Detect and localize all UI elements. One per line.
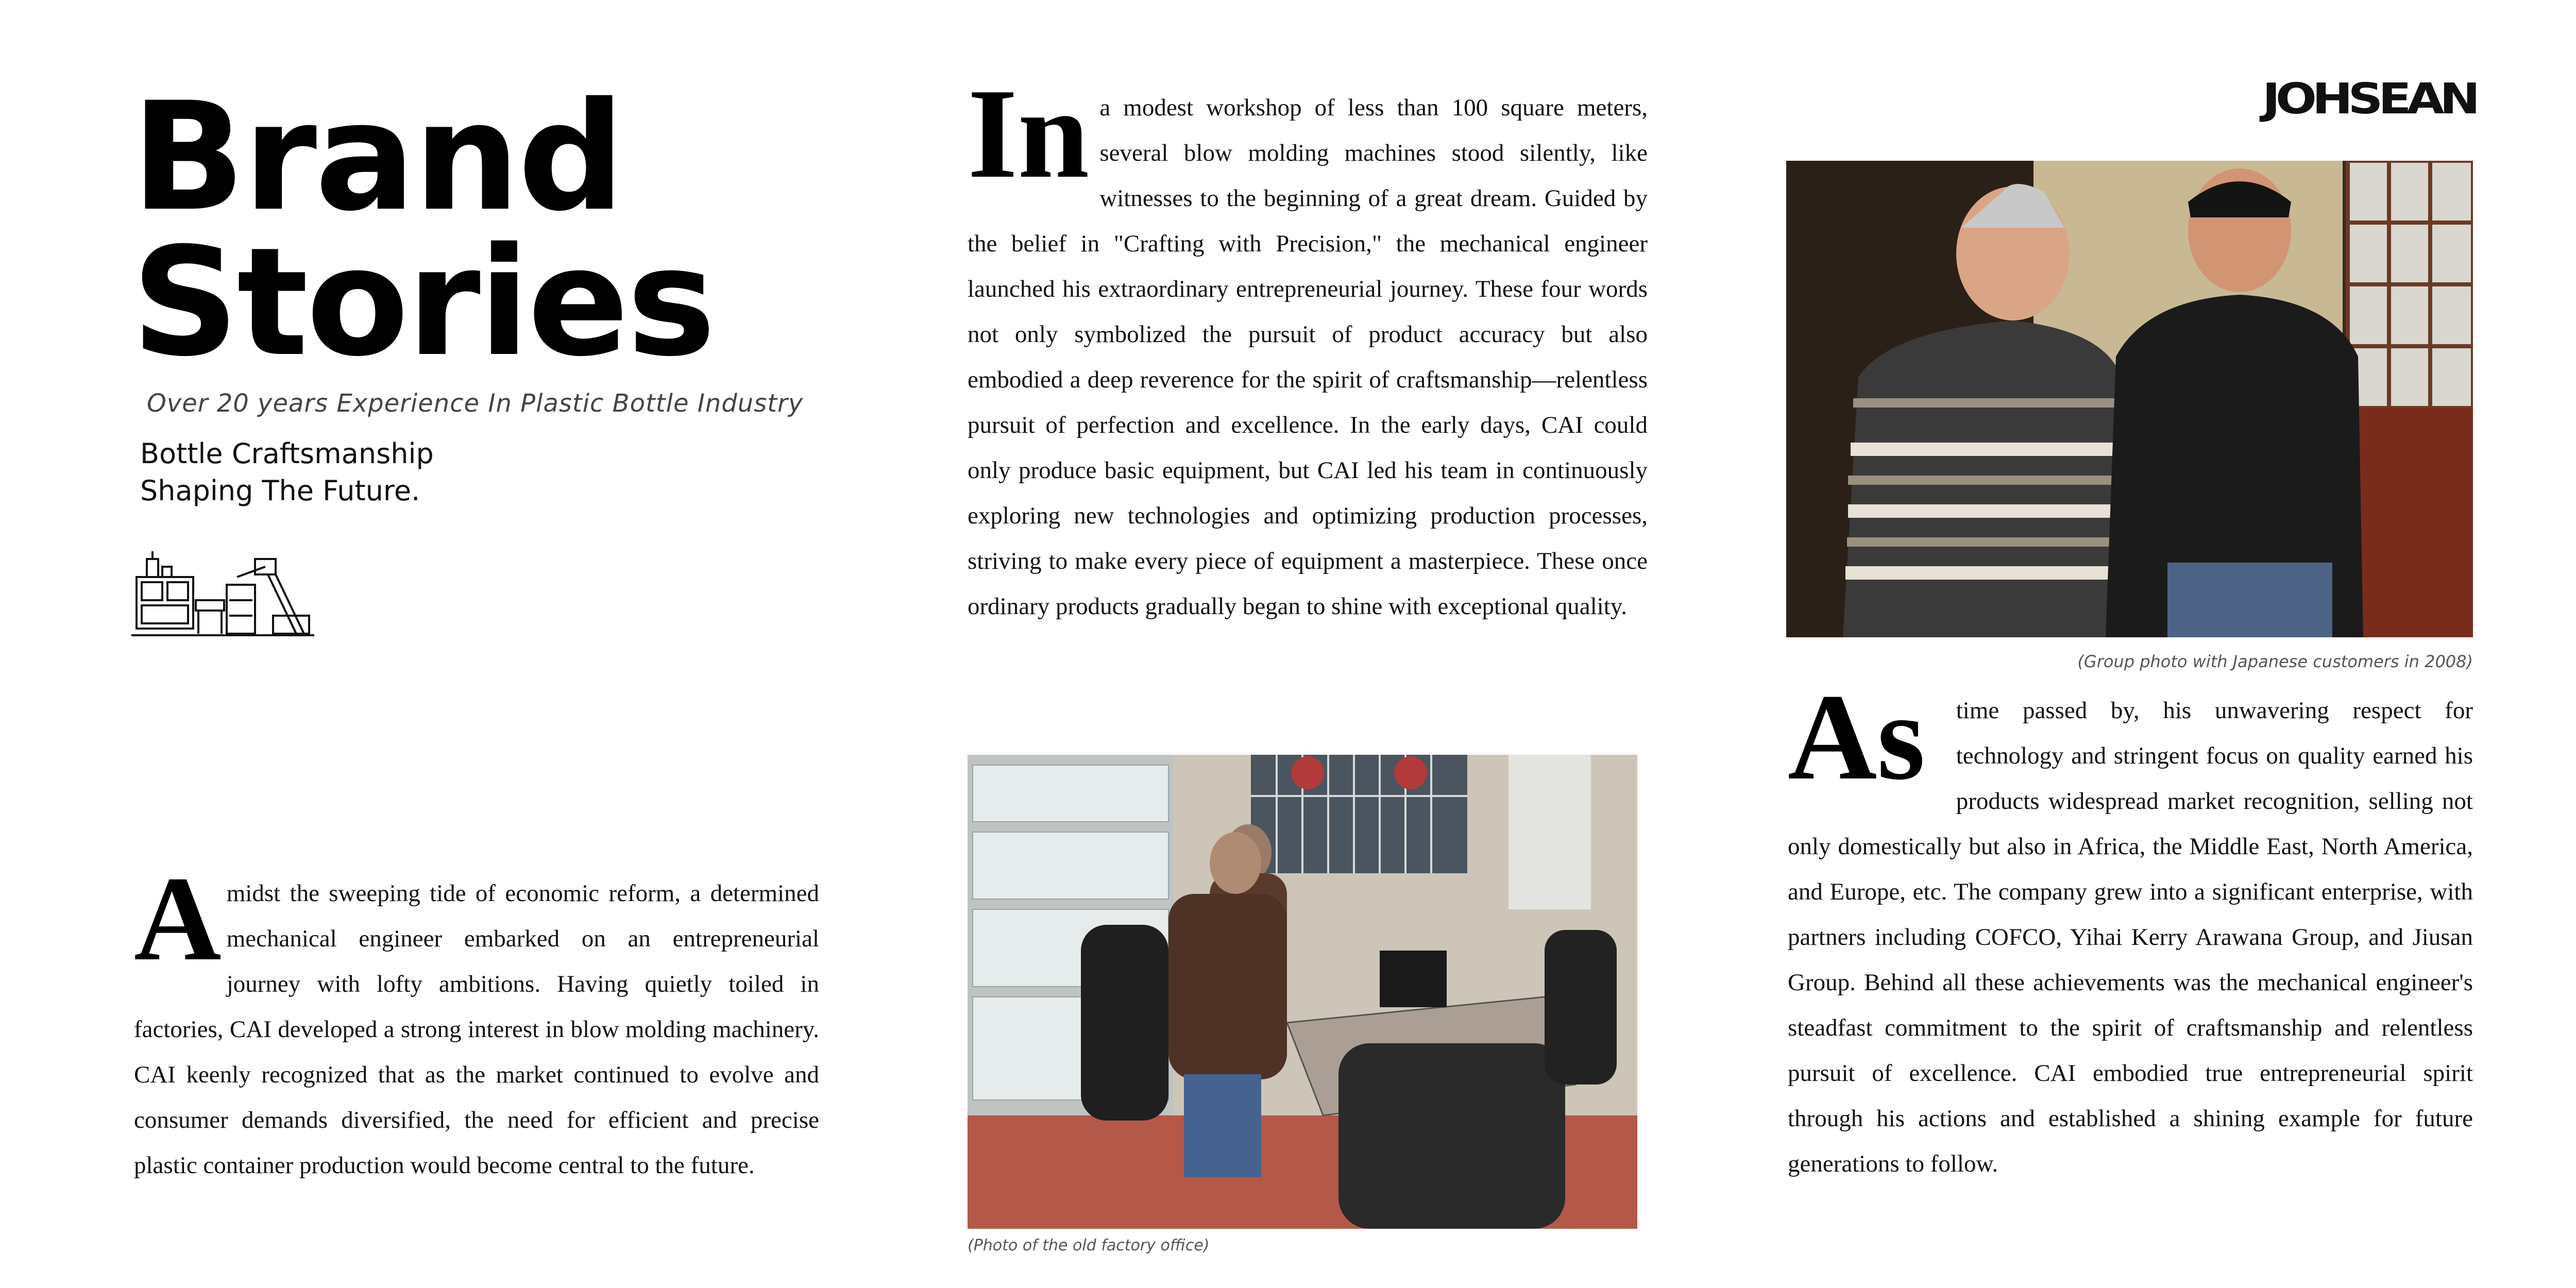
title-line-1: Brand — [131, 71, 623, 244]
group-photo-caption: (Group photo with Japanese customers in 2008) — [2077, 652, 2473, 671]
left-paragraph — [134, 852, 819, 1188]
page-title — [131, 71, 801, 389]
group-photo — [1786, 161, 2473, 637]
brand-logo: JOHSEAN — [2262, 75, 2476, 124]
brand-subtitle: Over 20 years Experience In Plastic Bottle Industry — [147, 389, 804, 418]
factory-office-photo — [968, 755, 1637, 1229]
drop-cap: As — [1788, 668, 1925, 805]
paragraph-text: time passed by, his unwavering respect for technology and stringent focus on quality earned his products widespread market recognition, selling not only domestically but also in Africa, the Middle East, North America, and Europe, etc. The company grew into a significant enterprise, with partners including COFCO, Yihai Kerry Arawana Group, and Jiusan Group. Behind all these achievements was the mechanical engineer's steadfast commitment to the spirit of craftsmanship and relentless pursuit of excellence. CAI embodied true entrepreneurial spirit through his actions and established a shining example for future generations to follow. — [1788, 697, 2473, 1177]
paragraph-text: midst the sweeping tide of economic reform, a determined mechanical engineer embarked on an entrepreneurial journey with lofty ambitions. Having quietly toiled in factories, CAI developed a strong interest in blow molding machinery. CAI keenly recognized that as the market continued to evolve and consumer demands diversified, the need for efficient and precise plastic container production would become central to the future. — [134, 880, 819, 1179]
drop-cap: A — [134, 852, 222, 986]
drop-cap: In — [968, 62, 1090, 205]
brand-tagline — [140, 435, 655, 510]
tagline-line-1: Bottle Craftsmanship — [140, 437, 434, 470]
paragraph-text: a modest workshop of less than 100 square meters, several blow molding machines stood silently, like witnesses to the beginning of a great dream. Guided by the belief in "Crafting with Precision," the mechanical engineer launched his extraordinary entrepreneurial journey. These four words not only symbolized the pursuit of product accuracy but also embodied a deep reverence for the spirit of craftsmanship—relentless pursuit of perfection and excellence. In the early days, CAI could only produce basic equipment, but CAI led his team in continuously exploring new technologies and optimizing production processes, striving to make every piece of equipment a masterpiece. These once ordinary products gradually began to shine with exceptional quality. — [968, 94, 1648, 620]
blow-molding-machine-icon — [131, 549, 317, 641]
tagline-line-2: Shaping The Future. — [140, 474, 420, 507]
title-line-2: Stories — [131, 216, 714, 389]
factory-photo-caption: (Photo of the old factory office) — [968, 1236, 1210, 1255]
right-paragraph — [1788, 668, 2473, 1187]
middle-paragraph — [968, 62, 1648, 629]
